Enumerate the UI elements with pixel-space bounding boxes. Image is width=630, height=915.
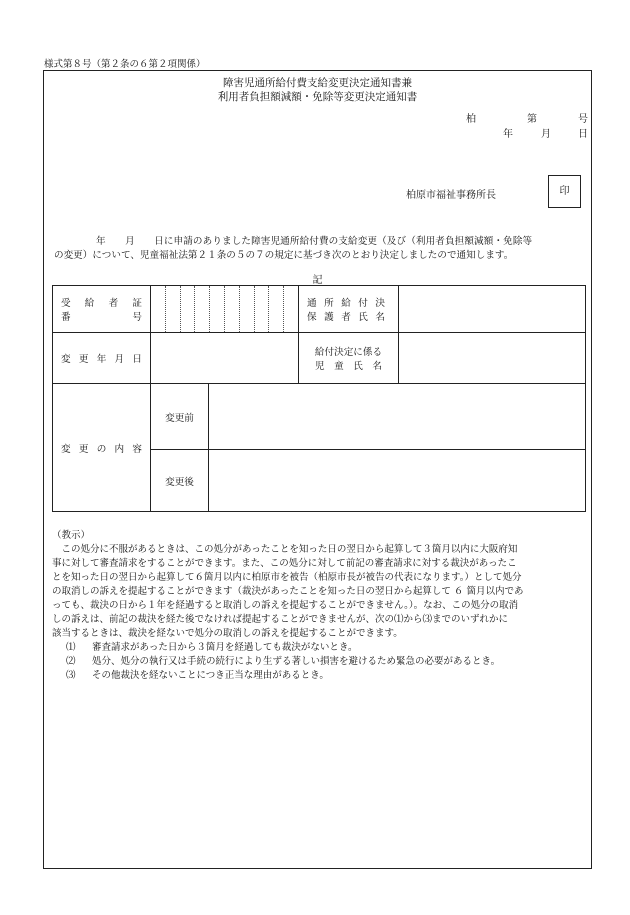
instruction-item-1: ⑴ 審査請求があった日から３箇月を経過しても裁決がないとき。 [66, 642, 358, 653]
after-label: 変更後 [151, 450, 209, 512]
number-prefix: 柏 [466, 114, 476, 125]
recipient-number-line2: 番 号 [61, 312, 142, 323]
recipient-number-field[interactable] [151, 286, 299, 333]
change-content-label: 変 更 の 内 容 [53, 384, 151, 512]
lead-line2: の変更）について、児童福祉法第２１条の５の７の規定に基づき次のとおり決定しましたので通知します。 [54, 250, 514, 261]
lead-line1: 年 月 日に申請のありました障害児通所給付費の支給変更（及び（利用者負担額減額・免除等 [96, 236, 533, 247]
instructions-line: とを知った日の翌日から起算して６箇月以内に柏原市を被告（柏原市長が被告の代表になります。）として処分 [52, 572, 522, 583]
instructions-line: 事に対して審査請求をすることができます。また、この処分に対して前記の審査請求に対する裁決があったこ [52, 558, 517, 569]
lead-paragraph [54, 235, 586, 263]
before-field[interactable] [209, 384, 586, 450]
date-year: 年 [503, 129, 513, 140]
child-name-field[interactable] [399, 333, 586, 384]
notice-frame [43, 70, 592, 869]
recipient-number-label [53, 286, 151, 333]
instruction-item-2: ⑵ 処分、処分の執行又は手続の続行により生ずる著しい損害を避けるため緊急の必要があるとき。 [66, 656, 501, 667]
date-month: 月 [541, 129, 551, 140]
recipient-number-line1: 受 給 者 証 [61, 298, 142, 309]
appeal-instructions [52, 529, 587, 683]
instructions-line: っても、裁決の日から１年を経過すると取消しの訴えを提起することができません。）。なお、この処分の取消 [52, 600, 519, 611]
form-number-label: 様式第８号（第２条の６第２項関係） [44, 59, 206, 70]
after-field[interactable] [209, 450, 586, 512]
change-date-label: 変 更 年 月 日 [53, 333, 151, 384]
ki-label: 記 [312, 275, 323, 286]
document-title-line2: 利用者負担額減額・免除等変更決定通知書 [217, 91, 418, 103]
guardian-name-label: 通 所 給 付 決 保 護 者 氏 名 [299, 286, 399, 333]
change-date-field[interactable] [151, 333, 299, 384]
guardian-name-field[interactable] [399, 286, 586, 333]
seal-box: 印 [548, 175, 581, 208]
instructions-heading: （教示） [52, 530, 91, 541]
date-day: 日 [578, 129, 588, 140]
instructions-line: この処分に不服があるときは、この処分があったことを知った日の翌日から起算して３箇月以内に大阪府知 [61, 544, 518, 555]
before-label: 変更前 [151, 384, 209, 450]
instructions-line: 該当するときは、裁決を経ないで処分の取消しの訴えを提起することができます。 [52, 628, 403, 639]
recipient-table [52, 285, 586, 512]
instructions-line: の取消しの訴えを提起することができます（裁決があったことを知った日の翌日から起算して ６ 箇月以内であ [52, 586, 524, 597]
number-middle: 第 [527, 114, 537, 125]
instructions-line: しの訴えは、前記の裁決を経た後でなければ提起することができませんが、次の⑴から⑶までのいずれかに [52, 614, 509, 625]
child-name-label: 給付決定に係る 児 童 氏 名 [299, 333, 399, 384]
instruction-item-3: ⑶ その他裁決を経ないことにつき正当な理由があるとき。 [66, 670, 329, 681]
number-suffix: 号 [578, 114, 588, 125]
document-title-line1: 障害児通所給付費支給変更決定通知書兼 [223, 77, 412, 89]
issuer-name: 柏原市福祉事務所長 [406, 190, 496, 201]
digit-boxes [151, 286, 298, 332]
